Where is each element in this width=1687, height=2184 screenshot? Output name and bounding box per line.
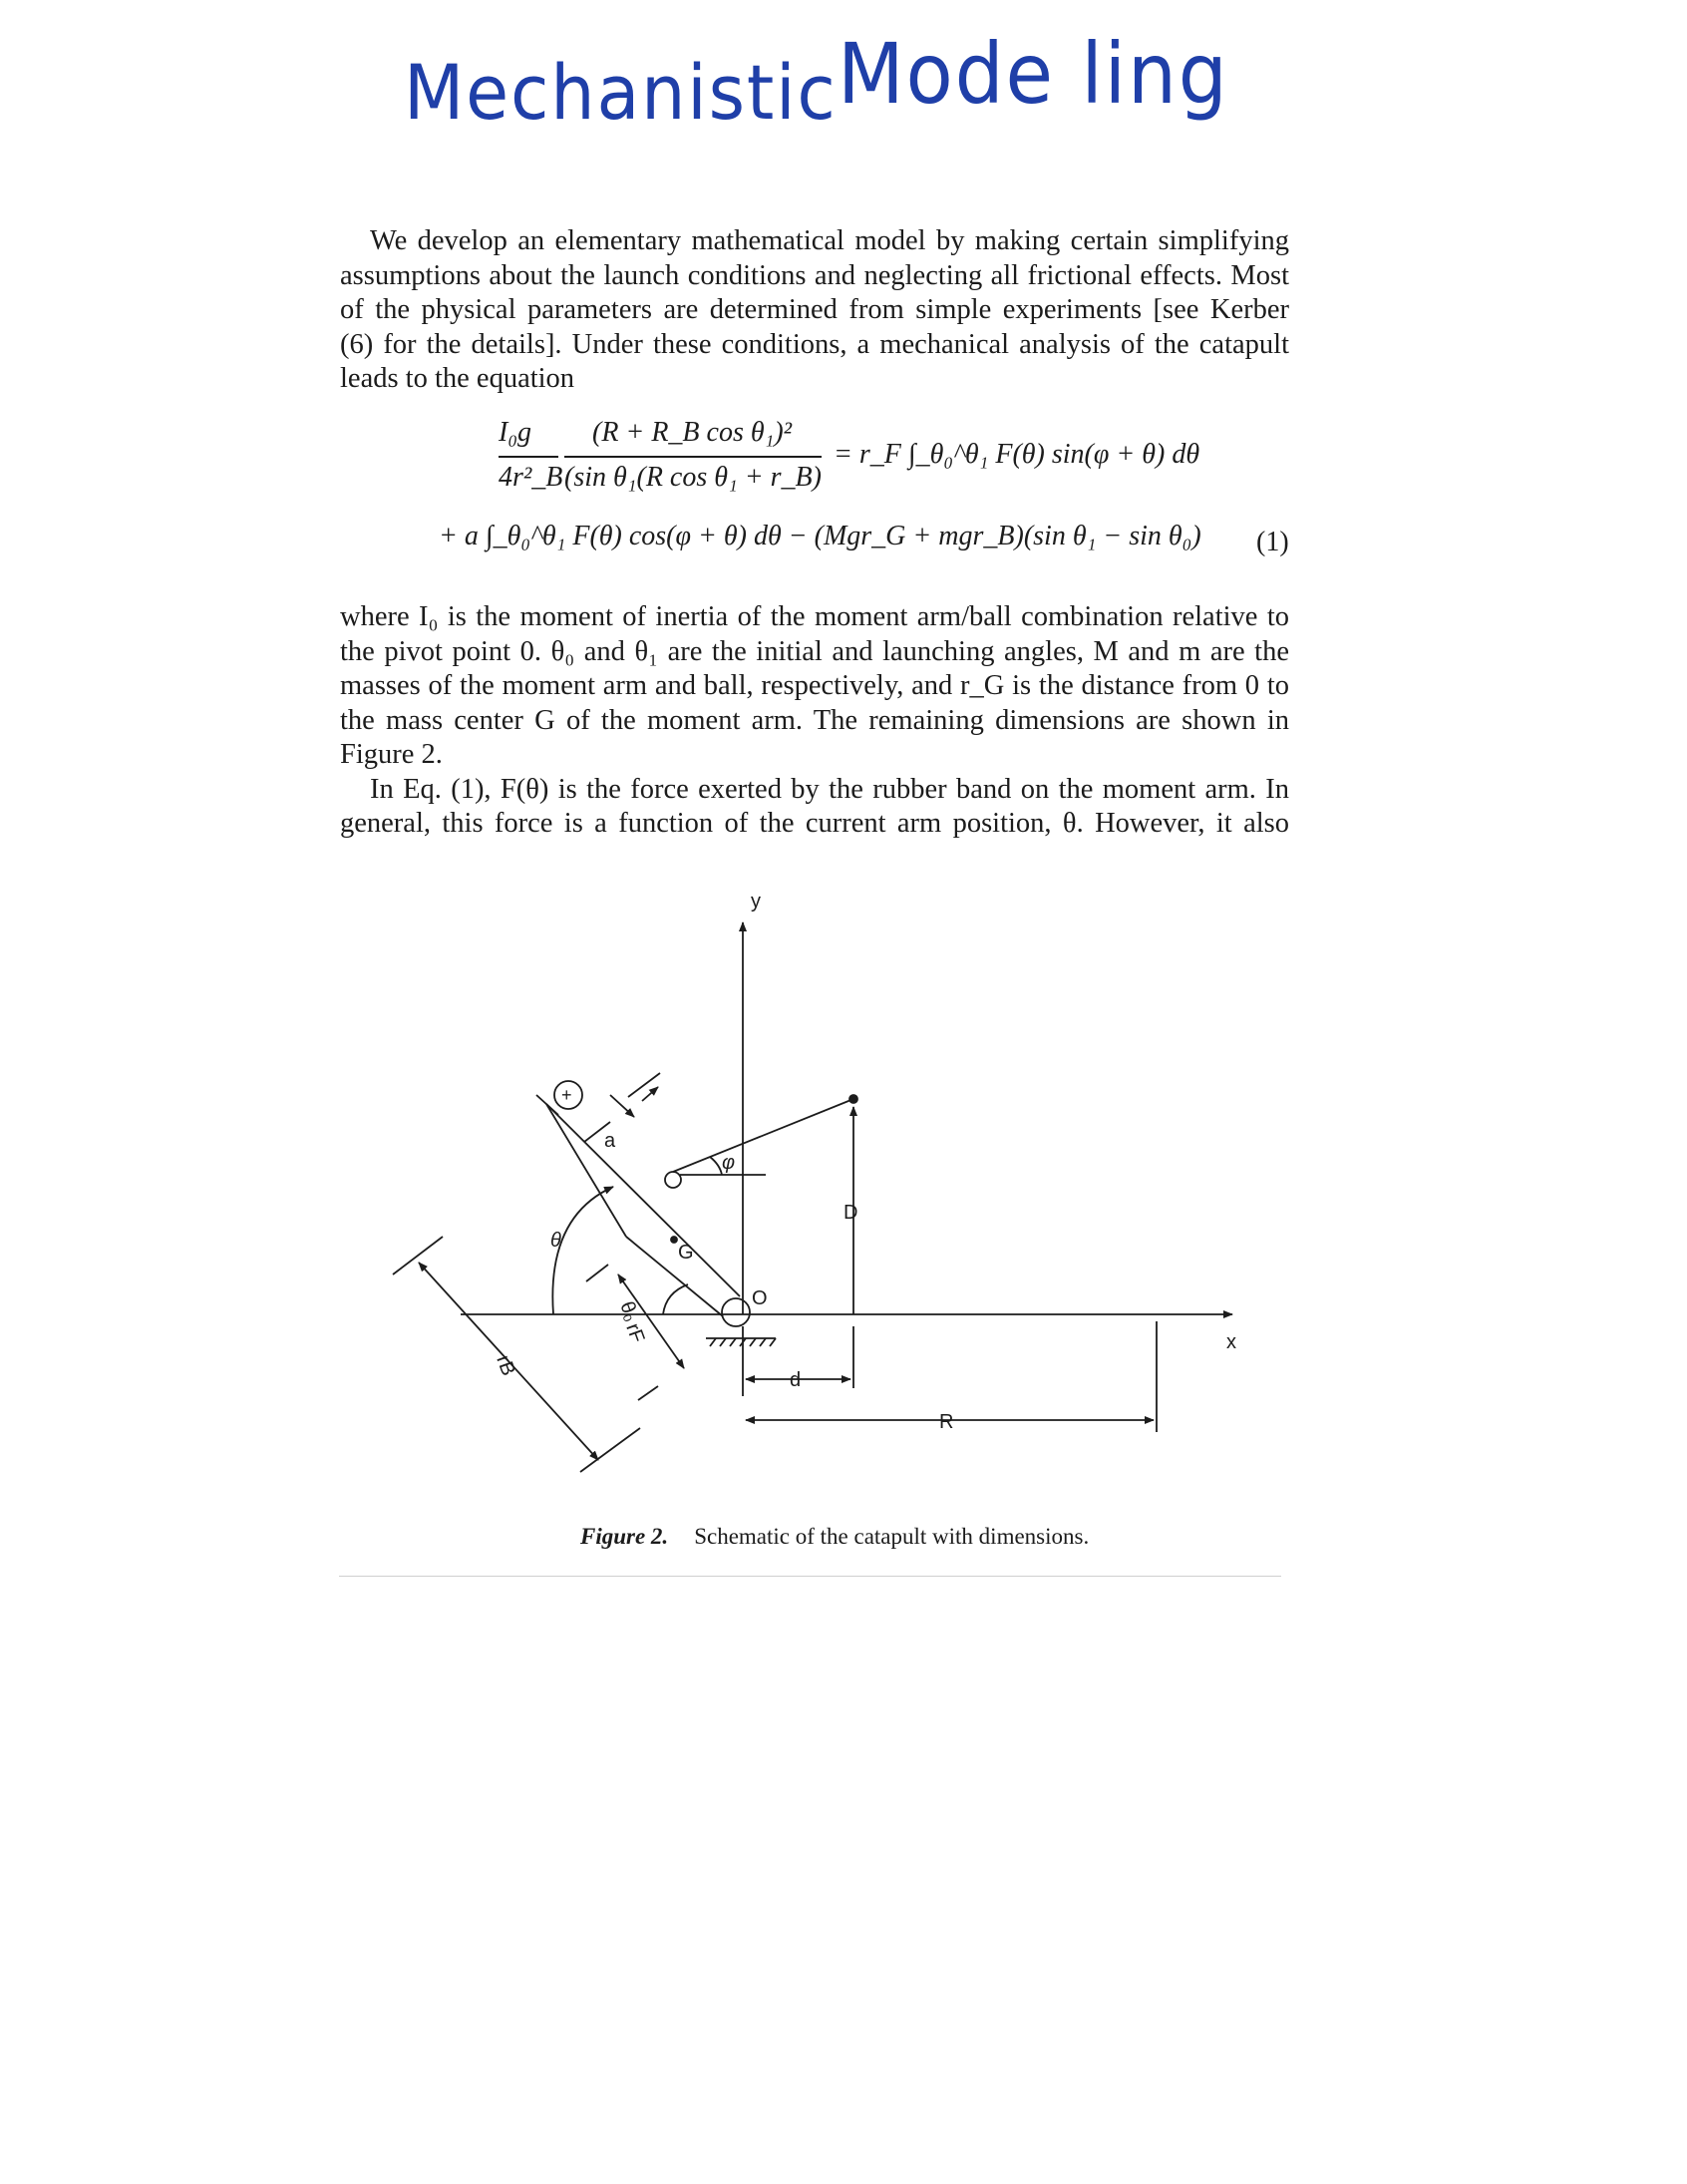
- paragraph-line: masses of the moment arm and ball, respectively, and r_G is the distance from 0 to: [340, 670, 1289, 701]
- label-origin: O: [752, 1287, 768, 1309]
- label-y: y: [751, 891, 761, 912]
- paragraph-line: In Eq. (1), F(θ) is the force exerted by the rubber band on the moment arm. In: [370, 773, 1289, 805]
- eq-lhs-numerator-a: I₀g: [499, 417, 532, 448]
- figure-caption: [580, 1524, 1089, 1550]
- rF-tick: [638, 1386, 658, 1400]
- arm-edge: [626, 1237, 723, 1316]
- label-a: a: [604, 1130, 616, 1152]
- eq-lhs-denominator-b: (sin θ₁(R cos θ₁ + r_B): [564, 462, 822, 493]
- paragraph-line: Figure 2.: [340, 739, 443, 770]
- pivot-circle: [722, 1298, 750, 1326]
- eq-rhs-line1: = r_F ∫_θ₀^θ₁ F(θ) sin(φ + θ) dθ: [834, 439, 1200, 470]
- eq-line2: + a ∫_θ₀^θ₁ F(θ) cos(φ + θ) dθ − (Mgr_G + mgr_B)(sin θ₁ − sin θ₀): [439, 521, 1201, 551]
- paragraph-line: We develop an elementary mathematical model by making certain simplifying: [370, 225, 1289, 256]
- mass-center-dot: [671, 1237, 677, 1243]
- handwritten-title-right: Mode ling: [838, 25, 1229, 123]
- a-arrow: [610, 1095, 634, 1117]
- a-arrow: [642, 1087, 658, 1101]
- caption-label: Figure 2.: [580, 1524, 669, 1549]
- caption-text: Schematic of the catapult with dimensions.: [694, 1524, 1090, 1549]
- handwritten-title-left: Mechanistic: [404, 48, 838, 137]
- a-tick: [628, 1073, 660, 1097]
- band-hook: [665, 1172, 681, 1188]
- paragraph-line: general, this force is a function of the current arm position, θ. However, it also: [340, 808, 1289, 839]
- theta0-arc: [663, 1284, 688, 1314]
- eq-lhs-denominator-a: 4r²_B: [499, 462, 563, 493]
- label-d: d: [790, 1369, 802, 1391]
- label-x: x: [1226, 1331, 1236, 1353]
- label-rF: rF: [621, 1320, 649, 1346]
- label-theta: θ: [550, 1230, 561, 1252]
- paragraph-line: (6) for the details]. Under these conditions, a mechanical analysis of the catapult: [340, 328, 1289, 360]
- band-anchor: [849, 1095, 857, 1103]
- scan-rule: [339, 1576, 1281, 1577]
- paragraph-line: the pivot point 0. θ₀ and θ₁ are the initial and launching angles, M and m are the: [340, 635, 1289, 667]
- label-phi: φ: [722, 1152, 736, 1174]
- eq-lhs-numerator-b: (R + R_B cos θ₁)²: [592, 417, 793, 448]
- paragraph-line: the mass center G of the moment arm. The remaining dimensions are shown in: [340, 704, 1289, 736]
- rubber-band: [673, 1099, 853, 1172]
- paragraph-line: of the physical parameters are determined from simple experiments [see Kerber: [340, 294, 1289, 325]
- phi-arc: [710, 1157, 722, 1175]
- label-theta0: θ₀: [615, 1298, 643, 1324]
- label-rB: rB: [492, 1352, 519, 1379]
- label-D: D: [844, 1202, 858, 1224]
- label-R: R: [939, 1411, 954, 1433]
- paragraph-line: assumptions about the launch conditions and neglecting all frictional effects. Most: [340, 259, 1289, 291]
- label-ball: +: [561, 1085, 572, 1105]
- arm-edge: [546, 1104, 740, 1296]
- label-G: G: [678, 1242, 694, 1264]
- rF-tick: [586, 1265, 608, 1281]
- paragraph-line: where I₀ is the moment of inertia of the moment arm/ball combination relative to: [340, 601, 1289, 632]
- theta-arc: [552, 1187, 613, 1314]
- paragraph-line: leads to the equation: [340, 363, 575, 394]
- rB-tick: [393, 1237, 443, 1274]
- eq-number: (1): [1256, 527, 1289, 557]
